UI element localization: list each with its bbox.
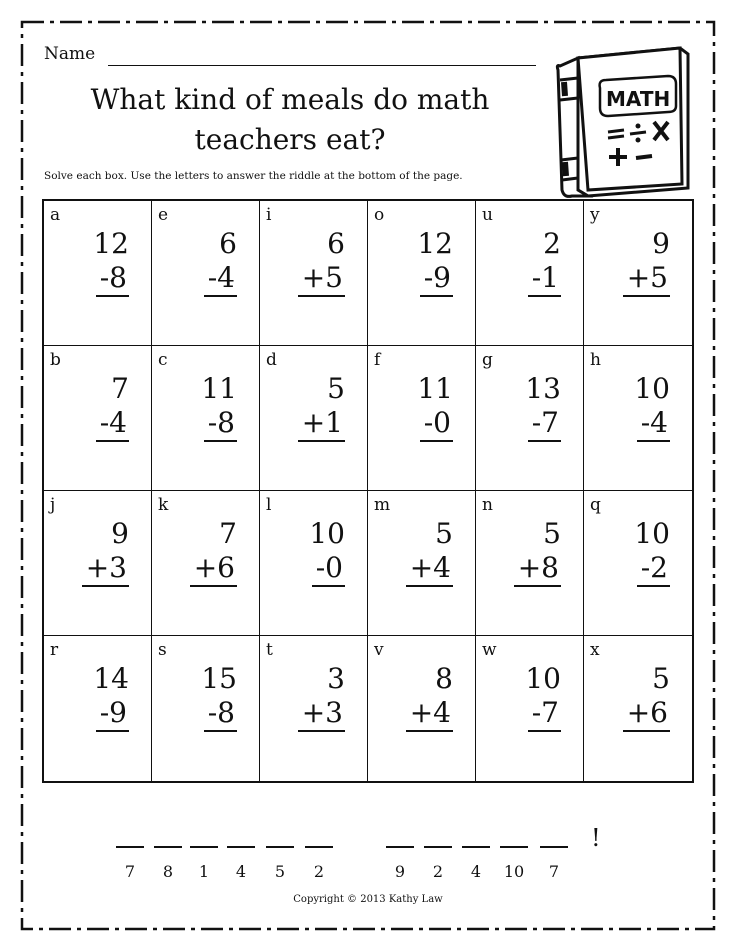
answer-number: 2 [432,862,444,881]
problem-cell-f [368,346,476,491]
exclamation-mark: ! [591,824,601,852]
problem-cell-w [476,636,584,781]
cell-letter: f [374,350,381,370]
problem-bottom: -8 [204,406,237,442]
cell-letter: y [590,205,600,225]
math-book-icon [548,40,698,200]
cell-letter: v [374,640,384,660]
problem-cell-n [476,491,584,636]
problem-top: 5 [652,662,670,695]
problem [93,227,129,297]
problem [406,517,453,587]
problem-top: 10 [525,662,561,695]
problem-bottom: -1 [528,261,561,297]
cell-letter: c [158,350,168,370]
problem-top: 11 [417,372,453,405]
problem-bottom: -9 [96,696,129,732]
problem [298,372,345,442]
problem-top: 10 [634,517,670,550]
answer-number: 1 [198,862,210,881]
problem-bottom: -9 [420,261,453,297]
cell-letter: r [50,640,59,660]
problem-bottom: +3 [298,696,345,732]
problem-bottom: -4 [637,406,670,442]
answer-number: 2 [313,862,325,881]
problem-cell-e [152,201,260,346]
name-field[interactable] [108,65,536,66]
cell-letter: l [266,495,272,515]
problem-bottom: +5 [623,261,670,297]
problem-bottom: +5 [298,261,345,297]
problem-bottom: +1 [298,406,345,442]
problem-top: 2 [543,227,561,260]
cell-letter: h [590,350,601,370]
problem [406,662,453,732]
name-row [44,44,504,70]
problem-cell-v [368,636,476,781]
problem-cell-d [260,346,368,491]
answer-number: 5 [274,862,286,881]
problem [514,517,561,587]
name-label: Name [44,44,96,64]
cell-letter: u [482,205,493,225]
problem-cell-b [44,346,152,491]
page-title [40,80,540,160]
problem-cell-x [584,636,692,781]
problem-cell-q [584,491,692,636]
problem-bottom: -8 [96,261,129,297]
cell-letter: n [482,495,493,515]
problem-grid [42,199,694,783]
problem [525,662,561,732]
problem-top: 5 [543,517,561,550]
problem [634,517,670,587]
answer-number: 10 [503,862,525,881]
problem [201,372,237,442]
problem-top: 7 [219,517,237,550]
problem [298,662,345,732]
answer-number: 7 [548,862,560,881]
problem-bottom: -4 [204,261,237,297]
problem-cell-u [476,201,584,346]
problem-top: 11 [201,372,237,405]
problem [623,662,670,732]
cell-letter: m [374,495,391,515]
problem-top: 15 [201,662,237,695]
problem [93,662,129,732]
problem-bottom: +6 [623,696,670,732]
problem-top: 14 [93,662,129,695]
problem-cell-g [476,346,584,491]
problem-top: 7 [111,372,129,405]
problem-top: 13 [525,372,561,405]
problem-bottom: +3 [82,551,129,587]
problem-top: 6 [327,227,345,260]
problem-top: 10 [309,517,345,550]
cell-letter: d [266,350,277,370]
problem-cell-a [44,201,152,346]
problem-top: 12 [93,227,129,260]
problem-top: 9 [111,517,129,550]
problem-cell-s [152,636,260,781]
problem [82,517,129,587]
cell-letter: g [482,350,493,370]
problem-bottom: -0 [312,551,345,587]
book-title: MATH [606,87,671,111]
cell-letter: j [50,495,56,515]
answer-number: 7 [124,862,136,881]
copyright: Copyright © 2013 Kathy Law [293,894,443,905]
problem-bottom: +8 [514,551,561,587]
answer-number: 9 [394,862,406,881]
problem [417,372,453,442]
problem-cell-o [368,201,476,346]
problem-bottom: +4 [406,696,453,732]
problem [623,227,670,297]
cell-letter: b [50,350,61,370]
problem [204,227,237,297]
cell-letter: k [158,495,169,515]
cell-letter: o [374,205,385,225]
problem-cell-i [260,201,368,346]
problem-top: 12 [417,227,453,260]
problem-bottom: -2 [637,551,670,587]
problem [96,372,129,442]
cell-letter: s [158,640,167,660]
problem [309,517,345,587]
answer-number: 8 [162,862,174,881]
cell-letter: w [482,640,497,660]
problem [298,227,345,297]
problem-bottom: -8 [204,696,237,732]
problem-cell-m [368,491,476,636]
problem [190,517,237,587]
problem-top: 3 [327,662,345,695]
problem-top: 8 [435,662,453,695]
problem-top: 9 [652,227,670,260]
instructions: Solve each box. Use the letters to answer the riddle at the bottom of the page. [44,170,463,182]
problem-cell-j [44,491,152,636]
problem-top: 5 [327,372,345,405]
problem-cell-y [584,201,692,346]
problem [634,372,670,442]
problem [201,662,237,732]
problem-cell-c [152,346,260,491]
problem-bottom: -7 [528,406,561,442]
cell-letter: x [590,640,600,660]
cell-letter: i [266,205,272,225]
problem [417,227,453,297]
problem-cell-r [44,636,152,781]
problem-cell-t [260,636,368,781]
problem-top: 10 [634,372,670,405]
problem-top: 6 [219,227,237,260]
problem-cell-k [152,491,260,636]
answer-number: 4 [470,862,482,881]
title-line-1: What kind of meals do math [90,83,490,116]
problem [528,227,561,297]
cell-letter: a [50,205,61,225]
problem-cell-h [584,346,692,491]
problem-bottom: -4 [96,406,129,442]
cell-letter: t [266,640,273,660]
problem-bottom: +4 [406,551,453,587]
problem-bottom: -7 [528,696,561,732]
problem-bottom: +6 [190,551,237,587]
answer-number: 4 [235,862,247,881]
cell-letter: e [158,205,169,225]
problem [525,372,561,442]
problem-bottom: -0 [420,406,453,442]
problem-cell-l [260,491,368,636]
title-line-2: teachers eat? [194,123,386,156]
cell-letter: q [590,495,601,515]
problem-top: 5 [435,517,453,550]
